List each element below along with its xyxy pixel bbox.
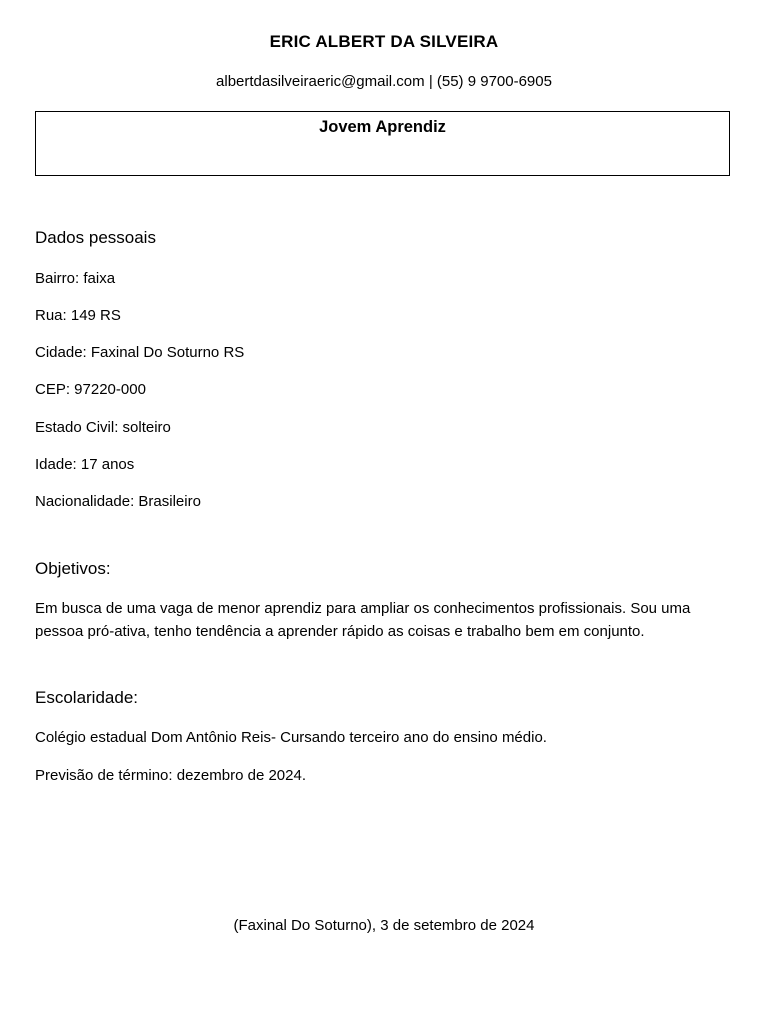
bairro-line: Bairro: faixa bbox=[35, 270, 116, 287]
role-title: Jovem Aprendiz bbox=[319, 118, 446, 136]
objectives-heading: Objetivos: bbox=[35, 559, 111, 578]
nacionalidade-line: Nacionalidade: Brasileiro bbox=[35, 493, 201, 510]
personal-data-heading: Dados pessoais bbox=[35, 228, 156, 247]
cidade-line: Cidade: Faxinal Do Soturno RS bbox=[35, 344, 245, 361]
objectives-text: Em busca de uma vaga de menor aprendiz para ampliar os conhecimentos profissionais. Sou uma pessoa pró-ativa, tenho tendência a aprender rápido as coisas e trabalho bem em conjunto. bbox=[35, 600, 691, 640]
completion-line: Previsão de término: dezembro de 2024. bbox=[35, 767, 306, 784]
idade-line: Idade: 17 anos bbox=[35, 456, 135, 473]
rua-line: Rua: 149 RS bbox=[35, 307, 121, 324]
estado-civil-line: Estado Civil: solteiro bbox=[35, 419, 171, 436]
education-heading: Escolaridade: bbox=[35, 688, 139, 707]
place-date: (Faxinal Do Soturno), 3 de setembro de 2024 bbox=[233, 917, 535, 934]
contact-info: albertdasilveiraeric@gmail.com | (55) 9 9700-6905 bbox=[216, 73, 552, 90]
school-line: Colégio estadual Dom Antônio Reis- Cursando terceiro ano do ensino médio. bbox=[35, 729, 547, 746]
role-box bbox=[35, 111, 730, 176]
cep-line: CEP: 97220-000 bbox=[35, 381, 146, 398]
candidate-name: ERIC ALBERT DA SILVEIRA bbox=[269, 32, 499, 51]
